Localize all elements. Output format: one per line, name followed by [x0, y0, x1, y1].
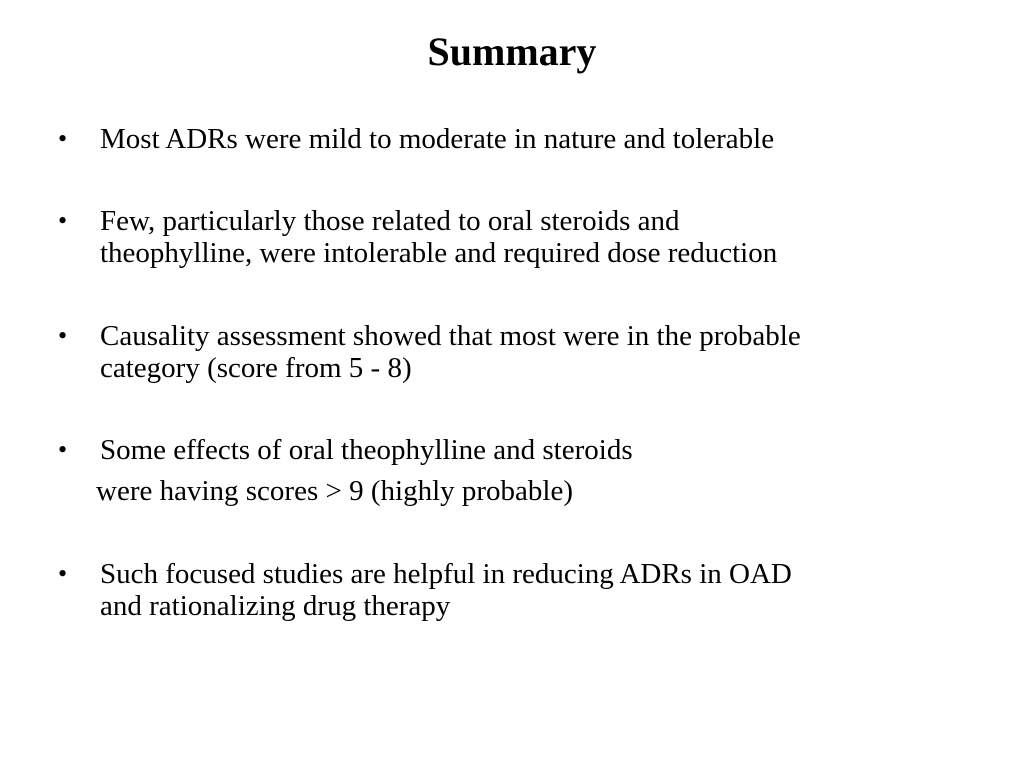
bullet-continuation-line: were having scores > 9 (highly probable): [96, 475, 573, 507]
bullet-text-line: Few, particularly those related to oral steroids and: [100, 205, 680, 237]
bullet-item-5: [58, 558, 960, 622]
bullet-icon: •: [58, 435, 68, 464]
bullet-icon: •: [58, 206, 68, 235]
bullet-item-2: [58, 205, 960, 269]
bullet-text-line: Such focused studies are helpful in reducing ADRs in OAD: [100, 558, 792, 590]
slide-title: Summary: [427, 29, 597, 74]
bullet-icon: •: [58, 559, 68, 588]
bullet-item-1: [58, 123, 960, 155]
bullet-text-line: and rationalizing drug therapy: [100, 590, 451, 622]
bullet-icon: •: [58, 321, 68, 350]
bullet-icon: •: [58, 124, 68, 153]
bullet-item-4: [58, 434, 960, 466]
bullet-text-line: theophylline, were intolerable and required dose reduction: [100, 237, 778, 269]
bullet-text-line: Most ADRs were mild to moderate in nature and tolerable: [100, 123, 775, 155]
bullet-text-line: Some effects of oral theophylline and steroids: [100, 434, 633, 466]
bullet-text-line: category (score from 5 - 8): [100, 352, 412, 384]
bullet-text-line: Causality assessment showed that most were in the probable: [100, 320, 801, 352]
bullet-item-3: [58, 320, 960, 384]
